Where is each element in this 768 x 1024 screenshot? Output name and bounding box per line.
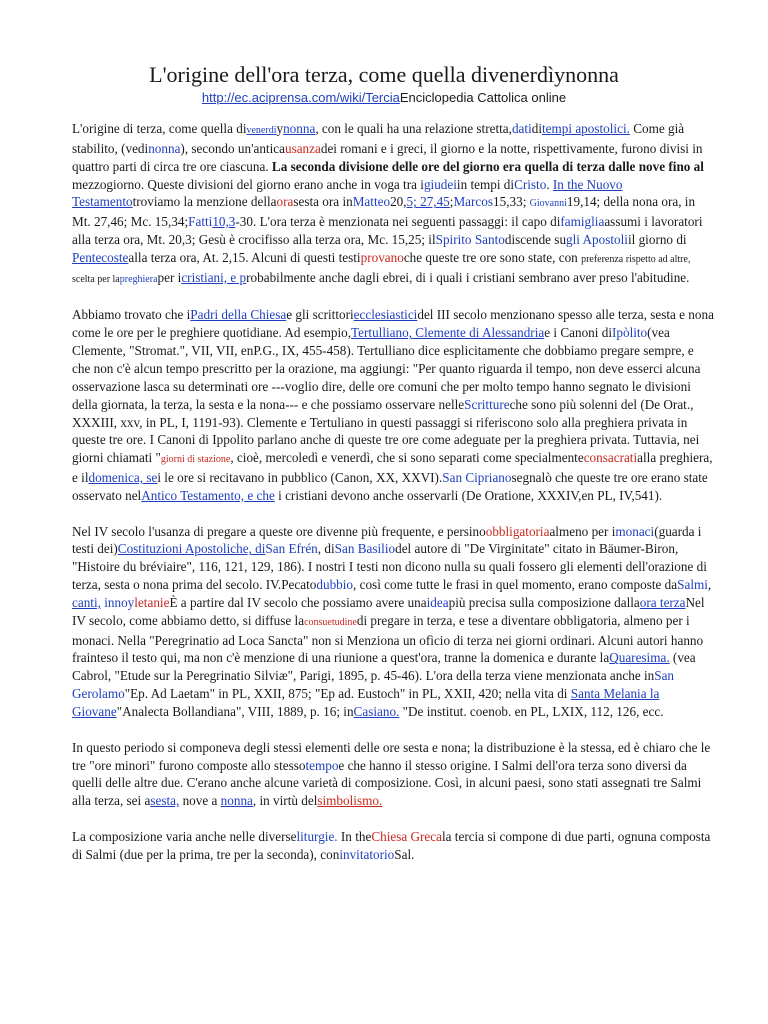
inline-link[interactable]: Fatti [188,214,213,230]
inline-link[interactable]: liturgie. [296,828,338,844]
inline-link[interactable]: venerdì [246,125,277,136]
text-run: più precisa sulla composizione dalla [448,594,640,610]
text-run: alla terza ora, At. 2,15. Alcuni di questi testi [128,249,361,265]
inline-link[interactable]: Pentecoste [72,249,129,265]
text-run: discende su [504,232,567,248]
text-run: troviamo la menzione della [132,194,277,210]
text-run: In questo periodo si componeva degli stessi elementi delle ore sesta e nona; la distribuzione è la stessa, ed è chiaro che le tre "ore minori" furono composte allo stesso [72,739,711,773]
inline-link[interactable]: cristiani, e p [181,269,247,285]
text-run: 15,33; [493,194,530,210]
inline-link[interactable]: 10,3 [212,214,236,230]
text-run: , cioè, mercoledì e venerdì, che si sono separati come specialmente [230,450,584,466]
inline-link[interactable]: monaci [615,523,655,539]
highlighted-term: consacrati [583,450,638,466]
inline-link[interactable]: In the Nuovo Testamento [72,176,623,210]
inline-link[interactable]: Casiano. [353,704,400,719]
text-run: i cristiani devono anche osservarli (De Oratione, XXXIV,en PL, IV,541). [274,487,663,503]
paragraph [72,828,714,864]
inline-link[interactable]: Ipòlito [611,325,648,341]
inline-link[interactable]: 5; 27,45 [406,194,450,210]
inline-link[interactable]: tempi apostolici. [542,121,630,136]
paragraph [72,306,714,504]
inline-link[interactable]: Marcos [453,194,494,210]
paragraph [72,739,714,810]
inline-link[interactable]: Scritture [464,396,510,412]
text-run: alla preghiera, e il [72,450,713,486]
text-run: . [546,176,553,192]
inline-link[interactable]: Spirito Santo [435,232,505,248]
highlighted-term: consuetudine [304,616,357,628]
text-run: , in virtù del [252,793,318,809]
text-run: , così come tutte le frasi in quel momento, erano composte da [353,577,678,593]
text-run: il giorno di [627,232,687,248]
inline-link[interactable]: tempo [305,757,339,773]
text-run: Sal. [394,846,415,862]
inline-link[interactable]: San Basilio [334,541,396,557]
inline-link[interactable]: Quaresima. [609,650,670,666]
text-run: "Ep. Ad Laetam" in PL, XXII, 875; "Ep ad. Eustoch" in PL, XXII, 420; nella vita di [124,686,571,702]
highlighted-term: simbolismo. [317,793,383,809]
text-run: mezzogiorno. Queste divisioni del giorno erano anche in voga tra i [72,176,424,192]
highlighted-term: letanie [134,594,170,610]
source-line [0,90,768,105]
text-run: ), secondo un'antica [180,140,285,156]
text-run: "De institut. coenob. en PL, LXIX, 112, 126, ecc. [399,704,664,719]
text-run: almeno per i [549,523,616,539]
article-body [72,120,714,881]
inline-link[interactable]: Costituzioni Apostoliche, di [117,541,266,557]
inline-link[interactable]: canti, [72,594,101,610]
inline-link[interactable]: Tertulliano, Clemente di Alessandria [351,325,545,341]
highlighted-term: provano [360,249,404,265]
text-run: , di [317,541,335,557]
text-run: (vea Clemente, "Stromat.", VII, VII, enP.G., IX, 455-458). Tertulliano dice esplicitamente che dobbiamo pregare sempre, e che non c'è alcun tempo prescritto per la orazione, ma aggiungi: "Per quanto riguarda il tempo, non deve esserci alcuna osservazione lasca su determinati ore ---voglio dire, delle ore comuni che per molto tempo hanno segnato le divisioni della giornata, la terza, la sesta e la nona--- e che possiamo osservare nelle [72,325,701,412]
inline-link[interactable]: San Cipriano [442,470,512,486]
text-run: Nel IV secolo, come abbiamo detto, si diffuse la [72,594,705,628]
text-run: per i [157,269,182,285]
text-run: (vea Cabrol, "Etude sur la Peregrinatio Silviæ", Parigi, 1895, p. 45-46). L'ora della terza viene menzionata anche in [72,650,696,684]
text-run: robabilmente anche dagli ebrei, di i quali i cristiani sembrano aver preso l'abitudine. [246,269,690,285]
inline-link[interactable]: domenica, se [88,470,158,486]
text-run: segnalò che queste tre ore erano state osservato nel [72,470,708,503]
text-run: nove a [179,793,221,809]
inline-link[interactable]: nonna [283,121,316,136]
inline-link[interactable]: invitatorio [339,846,395,862]
text-run: Come già stabilito, (vedi [72,121,685,156]
highlighted-term: obbligatoria [485,523,550,539]
text-run: dei romani e i greci, il giorno e la notte, rispettivamente, furono divisi in quattro parti di circa tre ore ciascuna. [72,140,703,174]
inline-link[interactable]: nonna [220,793,253,809]
text-run: In the [337,828,372,844]
inline-link[interactable]: Matteo [352,194,391,210]
text-run: -30. L'ora terza è menzionata nei seguenti passaggi: il capo di [235,214,561,230]
inline-link[interactable]: idea [426,594,449,610]
text-run: che sono più solenni del (De Orat., XXXIII, xxv, in PL, I, 1191-93). Clemente e Tertuliano in questi passaggi si riferiscono solo alla preghiera privata in queste tre ore. I Canoni di Ippolito parlano anche di queste tre ore come adeguate per la preghiera privata. Tuttavia, nei giorni chiamati " [72,396,700,466]
highlighted-term: Chiesa Greca [371,828,442,844]
text-run: di pregare in terza, e tese a diventare obbligatoria, almeno per i monaci. Nella "Peregrinatio ad Loca Sancta" non si Menziona un ofìcio di terza nei giorni ordinari. Alcuni autori hanno frainteso il testo qui, ma non c'è menzione di una riunione a quest'ora, tranne la domenica e durante la [72,612,704,666]
paragraph [72,120,714,289]
text-run: del III secolo menzionano spesso alle terza, sesta e nona come le ore per le preghiere quotidiane. Ad esempio, [72,307,714,341]
text-run: "Analecta Bollandiana", VIII, 1889, p. 16; in [116,704,354,719]
inline-link[interactable]: Salmi [677,577,708,593]
text-run: Nel IV secolo l'usanza di pregare a queste ore divenne più frequente, e persino [72,523,486,539]
source-link[interactable]: http://ec.aciprensa.com/wiki/Tercia [201,90,400,105]
inline-link[interactable]: gli Apostoli [566,232,628,248]
text-run: È a partire dal IV secolo che possiamo avere una [169,594,427,610]
inline-link[interactable]: dati [511,121,532,136]
text-run: la tercia si compone di due parti, ognuna composta di Salmi (due per la prima, tre per la seconda), con [72,828,711,862]
text-run: del autore di "De Virginitate" citato in Bäumer-Biron, "Histoire du bréviaire", 116, 121, 129, 186). I nostri I testi non dicono nulla su quali fossero gli elementi dell'orazione di terza, sesta o nona prima del secolo. IV.Pecato [72,541,707,593]
paragraph [72,523,714,721]
text-run: L'origine di terza, come quella di [72,121,247,136]
inline-link[interactable]: Giovanni [529,198,567,210]
inline-link[interactable]: Padri della Chiesa [190,307,287,323]
inline-link[interactable]: dubbio [316,577,354,593]
inline-link[interactable]: innoy [104,594,135,610]
inline-link[interactable]: ecclesiastici [353,307,418,323]
text-run: che queste tre ore sono state, con [403,249,582,265]
text-run: ; [449,194,454,210]
text-run: 19,14; della nona ora, in Mt. 27,46; Mc. 15,34; [72,194,696,230]
page-title: L'origine dell'ora terza, come quella divenerdìynonna [149,62,619,87]
text-run: e che hanno il stesso origine. I Salmi dell'ora terza sono diversi da quelli delle altre due. C'erano anche alcune varietà di composizione. Così, in alcuni paesi, sono stati assegnati tre Salmi alla terza, sei a [72,757,702,809]
inline-link[interactable]: preghiera [119,273,158,285]
text-run: in tempi di [456,176,515,192]
inline-link[interactable]: San Gerolamo [72,668,675,702]
inline-link[interactable]: giudei [423,176,457,192]
text-run: assumi i lavoratori alla terza ora, Mt. 20,3; Gesù è crocifisso alla terza ora, Mc. 15,25; il [72,214,703,248]
highlighted-term: ora [276,194,294,210]
text-run: La composizione varia anche nelle diverse [72,828,297,844]
inline-link[interactable]: Cristo [514,176,547,192]
inline-link[interactable]: Santa Melania la Giovane [72,686,660,719]
text-run: i le ore si recitavano in pubblico (Canon, XX, XXVI). [157,470,443,486]
highlighted-term: giorni di stazione [160,454,231,466]
inline-link[interactable]: ora terza [639,594,686,610]
text-run: e gli scrittori [286,307,354,323]
source-name: Enciclopedia Cattolica online [399,90,567,105]
inline-link[interactable]: Antico Testamento, e che [141,487,275,503]
text-run: Abbiamo trovato che i [72,307,191,323]
inline-link[interactable]: San Efrén [265,541,318,557]
highlighted-term: preferenza rispetto ad altre, scelta per la [72,253,691,285]
inline-link[interactable]: sesta, [150,793,180,809]
text-run: y [276,121,284,136]
inline-link[interactable]: nonna [148,140,181,156]
text-run: 20, [390,194,407,210]
text-run: e i Canoni di [544,325,612,341]
text-run: , [707,577,712,593]
text-run: , con le quali ha una relazione stretta, [315,121,512,136]
text-run: di [531,121,542,136]
text-run: sesta ora in [293,194,353,210]
highlighted-term: La seconda divisione delle ore del giorno era quella di terza dalle nove fino al [271,158,704,174]
highlighted-term: usanza [284,140,321,156]
text-run: (guarda i testi dei) [72,523,702,557]
inline-link[interactable]: famiglia [560,214,605,230]
